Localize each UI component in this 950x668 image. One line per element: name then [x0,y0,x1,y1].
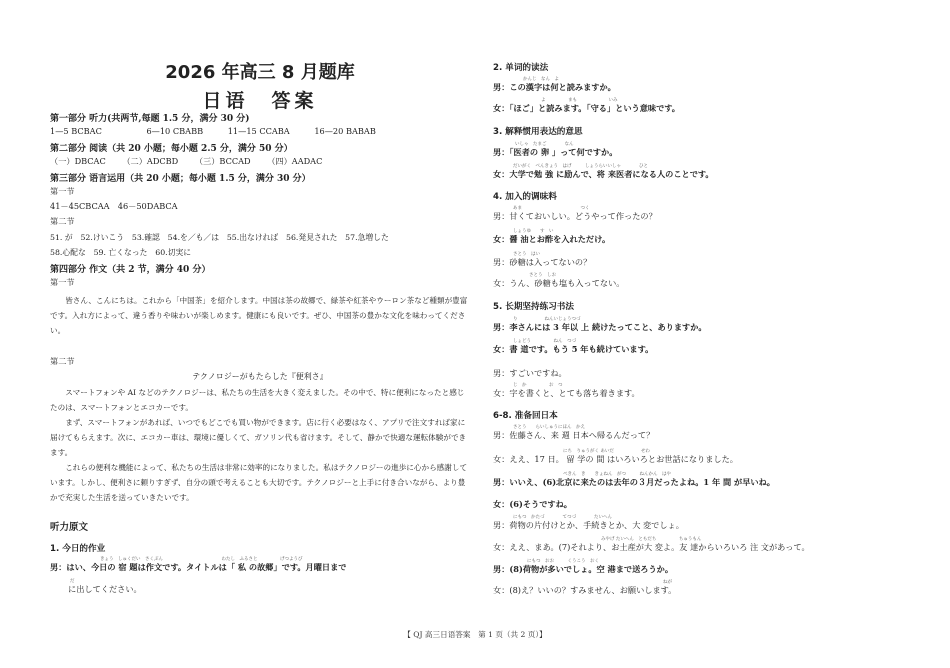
page-subtitle: 日语 答案 [202,90,318,112]
listening-section-title: 3. 解释惯用表达的意思 [493,127,583,137]
listening-section-title: 4. 加入的调味料 [493,192,557,202]
dialogue-line: 男：(8)荷物が多いでしょ。空 港まで送ろうか。 [493,564,674,574]
ruby-text: だいがく べんきょう はげ しょうらいいしゃ ひと [513,164,648,169]
ruby-text: かんじ なん よ [523,77,559,82]
part1-answers [50,126,398,136]
essay-1: 皆さん、こんにちは。これから「中国茶」を紹介します。中国は茶の故郷で、緑茶や紅茶やウーロン茶など種類が豊富です。入れ方によって、違う香りや味わいが楽しめます。健康にも良いです。ぜひ、中国茶の豊かな文化を味わってください。 [50,296,468,335]
listening-heading: 听力原文 [50,522,89,533]
dialogue-line: 女：大学で勉 強 に励んで、将 来医者になる人のことです。 [493,169,714,179]
dialogue-line: 男：佐藤さん、来 週 日本へ帰るんだって？ [493,430,655,440]
ruby-text: いしゃ たまご なん [515,142,574,147]
page-title: 2026 年高三 8 月题库 [165,62,355,83]
dialogue-line: 男：砂糖は入ってないの？ [493,257,592,267]
ruby-text: じ か お つ [513,383,563,388]
answer-group: （一）DBCAC [50,156,106,166]
listening-section-title: 1. 今日的作业 [50,544,106,554]
dialogue-line: 男：はい、今日の 宿 題は作文です。タイトルは「 私 の故郷」です。月曜日まで [50,562,347,572]
dialogue-line: 女：ええ、17 日。 留 学の 間 はいろいろとお世話になりました。 [493,454,738,464]
dialogue-line: 女：書 道です。もう 5 年も続けています。 [493,344,654,354]
ruby-text: ぺきん き きょねん がつ ねんかん はや [563,472,671,477]
answer-group: （二）ADCBD [122,156,179,166]
ruby-text: さとう はい [513,252,540,257]
dialogue-line: 女：「ほご」と読みます。「守る」という意味です。 [493,103,680,113]
ruby-text: しょどう ねん つづ [513,339,576,344]
essay-2-paragraph: これらの便利な機能によって、私たちの生活は非常に効率的になりました。私はテクノロジーの進歩に心から感謝しています。しかし、便利さに頼りすぎず、自分の頭で考えることも大切です。テクノロジーと上手に付き合いながら、より豊かで充実した生活を送っていきたいです。 [50,463,468,502]
ruby-text: ねが [663,580,672,585]
ruby-text: だ [70,579,75,584]
section-label: 第二节 [50,216,75,226]
section-label: 第二节 [50,356,75,366]
essay-2-paragraph: まず、スマートフォンがあれば、いつでもどこでも買い物ができます。店に行く必要はなく、アプリで注文すれば家に届けてもらえます。次に、エコカー車は、環境に優しくて、ガソリン代も省けます。そして、静かで快適な運転体験ができます。 [50,418,467,457]
ruby-text: にもつ かたづ てつづ たいへん [513,515,612,520]
dialogue-line: 男：この漢字は何と読みますか。 [493,82,616,92]
part2-answers [50,156,336,167]
listening-section-title: 5. 长期坚持练习书法 [493,302,574,312]
dialogue-line: 男：すごいですね。 [493,368,567,378]
answer-group: 16—20 BABAB [314,126,376,136]
dialogue-line: 男：いいえ、(6)北京に来たのは去年の３月だったよね。1 年 間 が早いね。 [493,477,775,487]
part2-heading: 第二部分 阅读（共 20 小题；每小题 2.5 分，满分 50 分） [50,144,293,154]
dialogue-line: 女：うん、砂糖も塩も入ってない。 [493,278,625,288]
dialogue-line: 男：李さんには 3 年以 上 続けたってこと、ありますか。 [493,322,707,332]
part3-answers-3: 58.心配な 59. 亡くなった 60.切実に [50,248,192,257]
dialogue-line: 男：荷物の片付けとか、手続きとか、大 変でしょ。 [493,520,684,530]
answer-group: （四）AADAC [267,156,323,166]
answer-group: （三）BCCAD [194,156,251,166]
ruby-text: さとう しお [529,273,556,278]
ruby-text: り ねんいじょうつづ [513,317,581,322]
essay-2-title: テクノロジーがもたらした『便利さ』 [192,372,328,381]
ruby-text: さとう らいしゅうにほん かえ [513,425,585,430]
ruby-text: きょう しゅくだい さくぶん わたし ふるさと げつようび [100,557,303,562]
dialogue-line: に出してください。 [68,584,142,594]
dialogue-line: 男：甘くておいしい。どうやって作ったの？ [493,211,657,221]
dialogue-line: 男：「医者の 卵 」って何ですか。 [493,147,618,157]
ruby-text: にち りゅうがく あいだ せわ [563,449,650,454]
answer-group: 11—15 CCABA [227,126,290,136]
listening-section-title: 6-8. 准备回日本 [493,411,558,421]
part3-answers-1: 41－45CBCAA 46－50DABCA [50,201,178,211]
part4-heading: 第四部分 作文（共 2 节，满分 40 分） [50,265,211,275]
dialogue-line: 女：醤 油とお酢を入れただけ。 [493,234,611,244]
section-label: 第一节 [50,277,75,287]
ruby-text: にもつ おお くうこう おく [527,559,599,564]
listening-section-title: 2. 单词的读法 [493,63,549,73]
ruby-text: しょうゆ す い [513,229,554,234]
part3-answers-2: 51. が 52.けいこう 53.確認 54.を／も／は 55.出なければ 56.発見された 57.急増した [50,233,389,242]
ruby-text: よ まも いみ [541,98,618,103]
dialogue-line: 女：字を書くと、とても落ち着きます。 [493,388,640,398]
ruby-text: あま つく [513,206,590,211]
part1-heading: 第一部分 听力(共两节,每题 1.5 分，满分 30 分) [50,114,250,124]
dialogue-line: 女：ええ、まあ。(7)それより、お土産が大 変よ。友 達からいろいろ 注 文があって。 [493,542,810,552]
section-label: 第一节 [50,186,75,196]
part3-heading: 第三部分 语言运用（共 20 小题；每小题 1.5 分，满分 30 分） [50,174,311,184]
dialogue-line: 女：(6)そうですね。 [493,499,572,509]
answer-group: 1—5 BCBAC [50,126,102,136]
answer-group: 6—10 CBABB [146,126,204,136]
essay-2-paragraph: スマートフォンや AI などのテクノロジーは、私たちの生活を大きく変えました。その中で、特に便利になったと感じたのは、スマートフォンとエコカーです。 [50,388,465,412]
page-footer: 【 QJ 高三日语答案 第 1 页（共 2 页）】 [403,630,547,639]
dialogue-line: 女：(8)え？いいの？すみません、お願いします。 [493,585,677,595]
ruby-text: みやげ たいへん ともだち ちゅうもん [601,537,702,542]
